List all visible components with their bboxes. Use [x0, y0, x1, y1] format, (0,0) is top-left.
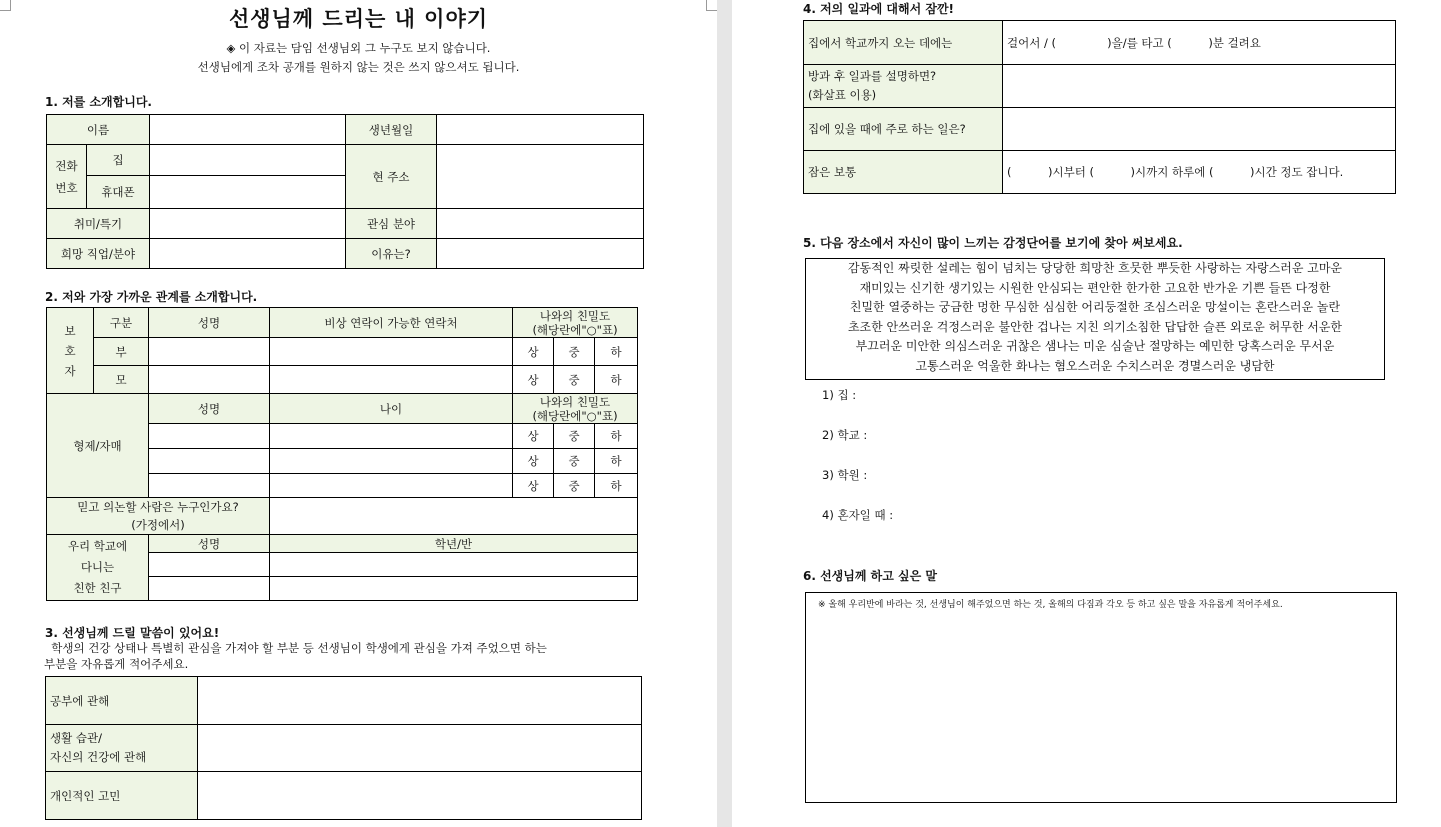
life-label: 생활 습관/ 자신의 건강에 관해: [46, 725, 198, 772]
sibling-name-field[interactable]: [149, 474, 270, 498]
level-mid[interactable]: 중: [554, 424, 595, 449]
home-phone-label: 집: [87, 145, 150, 176]
emotion-word-box: [805, 258, 1385, 380]
emotion-words-line: 초조한 안쓰러운 걱정스러운 불안한 겁나는 지친 의기소침한 답답한 슬픈 외로운 허무한 서운한: [847, 319, 1343, 334]
sleep-field[interactable]: ( )시부터 ( )시까지 하루에 ( )시간 정도 잡니다.: [1003, 151, 1396, 194]
teacher-message-hint: ※ 올해 우리반에 바라는 것, 선생님이 해주었으면 하는 것, 올해의 다짐과 각오 등 하고 싶은 말을 자유롭게 적어주세요.: [818, 600, 1283, 610]
afterschool-label: 방과 후 일과를 설명하면? (화살표 이용): [804, 65, 1003, 108]
place-item-school[interactable]: 2) 학교 :: [822, 428, 868, 442]
relations-table: [46, 307, 638, 601]
section-3-desc-1: 학생의 건강 상태나 특별히 관심을 가져야 할 부분 등 선생님이 학생에게 관심을 가져 주었으면 하는: [44, 641, 547, 655]
father-name-field[interactable]: [149, 338, 270, 366]
level-low[interactable]: 하: [595, 366, 638, 394]
mother-contact-field[interactable]: [270, 366, 513, 394]
friend-name-header: 성명: [149, 535, 270, 553]
birth-label: 생년월일: [346, 115, 437, 145]
home-activity-label: 집에 있을 때에 주로 하는 일은?: [804, 108, 1003, 151]
page-1: [0, 0, 717, 827]
section-6-heading: 6. 선생님께 하고 싶은 말: [803, 569, 937, 583]
level-mid[interactable]: 중: [554, 338, 595, 366]
level-low[interactable]: 하: [595, 449, 638, 474]
friend-name-field[interactable]: [149, 577, 270, 601]
emotion-words-line: 부끄러운 미안한 의심스러운 귀찮은 샘나는 미운 심술난 절망하는 예민한 당혹스러운 무서운: [855, 339, 1335, 353]
home-activity-field[interactable]: [1003, 108, 1396, 151]
worry-field[interactable]: [198, 772, 642, 820]
commute-label: 집에서 학교까지 오는 데에는: [804, 21, 1003, 65]
friends-label: 우리 학교에 다니는 친한 친구: [47, 535, 149, 601]
level-high[interactable]: 상: [513, 449, 554, 474]
hobby-label: 취미/특기: [47, 209, 150, 239]
place-item-academy[interactable]: 3) 학원 :: [822, 468, 868, 482]
level-low[interactable]: 하: [595, 424, 638, 449]
section-4-heading: 4. 저의 일과에 대해서 잠깐!: [803, 2, 955, 16]
commute-field[interactable]: 걸어서 / ( )을/를 타고 ( )분 걸려요: [1003, 21, 1396, 65]
guardian-label: 보 호 자: [47, 308, 94, 394]
place-item-home[interactable]: 1) 집 :: [822, 388, 857, 402]
father-label: 부: [94, 338, 149, 366]
sleep-label: 잠은 보통: [804, 151, 1003, 194]
emotion-words-line: 고통스러운 억울한 화나는 혐오스러운 수치스러운 경멸스러운 냉담한: [915, 358, 1275, 373]
page-gap: [717, 0, 732, 827]
div-header: 구분: [94, 308, 149, 338]
sibling-age-field[interactable]: [270, 424, 513, 449]
trust-field[interactable]: [270, 498, 638, 535]
siblings-label: 형제/자매: [47, 394, 149, 498]
address-label: 현 주소: [346, 145, 437, 209]
place-item-alone[interactable]: 4) 혼자일 때 :: [822, 508, 894, 522]
section-5-heading: 5. 다음 장소에서 자신이 많이 느끼는 감정단어를 보기에 찾아 써보세요.: [803, 236, 1183, 250]
address-field[interactable]: [437, 145, 644, 209]
friend-name-field[interactable]: [149, 553, 270, 577]
level-high[interactable]: 상: [513, 338, 554, 366]
phone-label: 전화 번호: [47, 145, 87, 209]
section-1-heading: 1. 저를 소개합니다.: [45, 95, 152, 109]
mother-label: 모: [94, 366, 149, 394]
study-field[interactable]: [198, 677, 642, 725]
intro-table: [46, 114, 644, 269]
interest-label: 관심 분야: [346, 209, 437, 239]
section-3-desc-2: 부분을 자유롭게 적어주세요.: [44, 657, 189, 671]
father-contact-field[interactable]: [270, 338, 513, 366]
home-phone-field[interactable]: [150, 145, 346, 176]
level-mid[interactable]: 중: [554, 449, 595, 474]
level-mid[interactable]: 중: [554, 366, 595, 394]
page-2: [732, 0, 1441, 827]
emotion-words-line: 친밀한 열중하는 궁금한 멍한 무심한 심심한 어리둥절한 조심스러운 망설이는 혼란스러운 놀란: [849, 300, 1341, 314]
reason-label: 이유는?: [346, 239, 437, 269]
name-header: 성명: [149, 308, 270, 338]
sibling-age-field[interactable]: [270, 474, 513, 498]
level-high[interactable]: 상: [513, 366, 554, 394]
afterschool-field[interactable]: [1003, 65, 1396, 108]
daily-table: [803, 20, 1396, 194]
sibling-name-header: 성명: [149, 394, 270, 424]
name-label: 이름: [47, 115, 150, 145]
mobile-field[interactable]: [150, 176, 346, 209]
contact-header: 비상 연락이 가능한 연락처: [270, 308, 513, 338]
section-2-heading: 2. 저와 가장 가까운 관계를 소개합니다.: [45, 290, 258, 304]
mobile-label: 휴대폰: [87, 176, 150, 209]
hobby-field[interactable]: [150, 209, 346, 239]
mother-name-field[interactable]: [149, 366, 270, 394]
emotion-words-line: 재미있는 신기한 생기있는 시원한 안심되는 편안한 한가한 고요한 반가운 기쁜 들뜬 다정한: [859, 280, 1331, 295]
section-3-heading: 3. 선생님께 드릴 말씀이 있어요!: [45, 626, 220, 640]
interest-field[interactable]: [437, 209, 644, 239]
sibling-name-field[interactable]: [149, 449, 270, 474]
trust-label: 믿고 의논할 사람은 누구인가요? (가정에서): [47, 498, 270, 535]
friend-grade-field[interactable]: [270, 577, 638, 601]
notice-line-2: 선생님에게 조차 공개를 원하지 않는 것은 쓰지 않으셔도 됩니다.: [197, 60, 520, 74]
name-field[interactable]: [150, 115, 346, 145]
level-low[interactable]: 하: [595, 338, 638, 366]
study-label: 공부에 관해: [46, 677, 198, 725]
sibling-closeness-header: 나와의 친밀도 (해당란에"○"표): [513, 394, 638, 424]
worry-label: 개인적인 고민: [46, 772, 198, 820]
job-label: 희망 직업/분야: [47, 239, 150, 269]
teacher-message-box[interactable]: [805, 592, 1397, 803]
friend-grade-header: 학년/반: [270, 535, 638, 553]
closeness-header: 나와의 친밀도 (해당란에"○"표): [513, 308, 638, 338]
sibling-age-field[interactable]: [270, 449, 513, 474]
notice-line-1: ◈ 이 자료는 담임 선생님외 그 누구도 보지 않습니다.: [226, 41, 491, 55]
birth-field[interactable]: [437, 115, 644, 145]
level-low[interactable]: 하: [595, 474, 638, 498]
level-high[interactable]: 상: [513, 424, 554, 449]
friend-grade-field[interactable]: [270, 553, 638, 577]
page-title: 선생님께 드리는 내 이야기: [228, 7, 489, 31]
reason-field[interactable]: [437, 239, 644, 269]
sibling-name-field[interactable]: [149, 424, 270, 449]
job-field[interactable]: [150, 239, 346, 269]
level-mid[interactable]: 중: [554, 474, 595, 498]
message-table: [45, 676, 642, 820]
emotion-words-line: 감동적인 짜릿한 설레는 힘이 넘치는 당당한 희망찬 흐뭇한 뿌듯한 사랑하는 자랑스러운 고마운: [847, 261, 1343, 275]
life-field[interactable]: [198, 725, 642, 772]
level-high[interactable]: 상: [513, 474, 554, 498]
sibling-age-header: 나이: [270, 394, 513, 424]
